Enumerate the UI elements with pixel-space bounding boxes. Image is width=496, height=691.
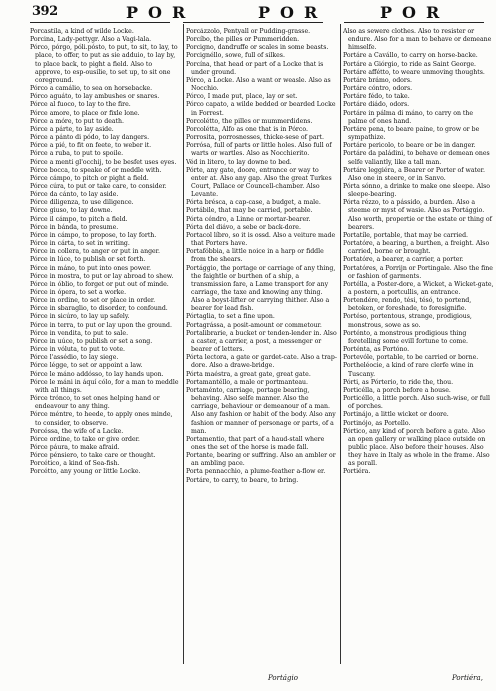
dictionary-entry: Pórta sónno, a drinke to make one sleepe. Also sleepe-bearing. xyxy=(343,182,491,199)
dictionary-entry: Véd in litero, to lay downe to bed. xyxy=(186,158,292,166)
dictionary-entry: Pórce in mostra, to put or lay abroad to shew. xyxy=(30,272,174,280)
dictionary-entry: Pórta lectora, a gate or gardet-cate. Also a trap-dore. Also a drawe-bridge. xyxy=(186,354,337,370)
running-head-center: POR xyxy=(258,3,328,22)
dictionary-entry: Portatóres, a Porrijn or Portingale. Also the fine or fashion of garments. xyxy=(343,264,493,280)
dictionary-entry: Portáre cóntro, odors. xyxy=(343,85,413,93)
dictionary-entry: Pórce in sbaraglio, to disorder, to confound. xyxy=(30,305,168,313)
catchword: Portiéra, xyxy=(452,674,483,682)
dictionary-entry: Pórce méntre, to heede, to apply ones minde, to consider, to observe. xyxy=(30,411,173,427)
dictionary-entry: Pórce da cánto, to lay aside. xyxy=(30,191,119,199)
page-header xyxy=(0,0,496,24)
column-divider xyxy=(183,24,184,664)
dictionary-entry: Portacol líbro, so it is ossd. Also a veiture made that Porters have. xyxy=(186,231,336,248)
dictionary-entry: Pórce amore, to place or fixle lone. xyxy=(30,109,140,117)
dictionary-entry: Also as sewere clothes. Also to resister or endure. Also for a man to behave or demeane himselfe. xyxy=(343,28,492,52)
dictionary-entry: Portéso, portentous, strange, prodigious, monstrous, sowe as so. xyxy=(343,313,472,329)
dictionary-entry: Pórco capato, a wilde bedded or bearded Locke in Forrest. xyxy=(186,101,336,117)
header-rule xyxy=(344,22,484,23)
dictionary-entry: Portagrássa, a posit-amount or commetour. xyxy=(186,321,322,329)
dictionary-entry: Pórce in terra, to put or lay upon the ground. xyxy=(30,321,172,329)
dictionary-entry: Pórta céndro, a Linne or mortar-bearer. xyxy=(186,215,311,223)
dictionary-entry: Pórce cámpo, to pitch or pight a field. xyxy=(30,174,149,182)
dictionary-entry: Portaménto, carriage, portage bearing, behaving. Also selfe manner. Also the carriage, behaviour or demeanour of a man. Also any fashion or habit of the body. Also any fashion or manner of personage or parts, of a man. xyxy=(186,386,336,435)
dictionary-entry: Porcolétta, Alfo as one that is in Pórco. xyxy=(186,125,308,133)
dictionary-entry: Pórce il cámpo, to pitch a field. xyxy=(30,215,128,223)
dictionary-entry: Porcína, that head or part of a Locke that is under ground. xyxy=(186,60,324,76)
dictionary-entry: Portáre pena, to beare paine, to grow or be sympathize. xyxy=(343,125,480,142)
dictionary-entry: Pórce ordine, to take or give order. xyxy=(30,435,140,443)
running-head-left: POR xyxy=(126,3,196,22)
dictionary-entry: Pórce in máno, to put into ones power. xyxy=(30,264,151,272)
dictionary-column-right xyxy=(343,28,494,668)
header-rule xyxy=(183,22,323,23)
dictionary-entry: Porcolétto, the pilles or mummerdidens. xyxy=(186,117,313,125)
dictionary-entry: Portheléocie, a kind of rare clerfe wine in Tuscany. xyxy=(343,362,474,378)
dictionary-entry: Pórtico, any kind of porch before a gate. Also an open gallery or walking place outside on public place. Also before their houses. Also they have in Italy as whole in the frame. Also as porall. xyxy=(343,427,490,468)
dictionary-entry: Portággio, the portage or carriage of any thing, the faightle or burthen of a ship, a transmission fare, a Lame transport for any carriage, the taxe and knowing any thing. Also a boyst-lifter or carrying thither. Also a bearer for lead fish. xyxy=(186,264,336,313)
dictionary-entry: Pórce in lúce, to publish or set forth. xyxy=(30,256,146,264)
dictionary-entry: Pórce giuso, to lay downe. xyxy=(30,207,113,215)
dictionary-entry: Pórce in cámpo, to propose, to lay forth. xyxy=(30,231,157,239)
dictionary-entry: Portatóre, a bearing, a burthen, a freight. Also carried, borne or brought. xyxy=(343,240,490,256)
dictionary-entry: Pórce bocca, to speake of or meddle with. xyxy=(30,166,162,174)
dictionary-entry: Pórco a camálio, to sea on horsebacke. xyxy=(30,85,153,93)
dictionary-entry: Pórce in cárta, to set in writing. xyxy=(30,240,130,248)
dictionary-entry: Pórce a móre, to put to death. xyxy=(30,117,124,125)
dictionary-entry: Porta pennacchio, a plume-feather a-flow er. xyxy=(186,468,326,476)
dictionary-entry: Portiéra. xyxy=(343,468,371,476)
dictionary-entry: Pórce a párte, to lay aside. xyxy=(30,125,114,133)
dictionary-entry: Portamentio, that part of a haud-stall where ones the set of the horse is made fall. xyxy=(186,435,325,451)
dictionary-entry: Porcina, Lady-pettygr. Also a Vagi-lala. xyxy=(30,36,152,44)
dictionary-entry: Porticélla, a porch before a house. xyxy=(343,386,451,394)
catchword: Portágio xyxy=(268,674,298,682)
dictionary-entry: Porcázzolo, Pentyall or Pudding-grasse. xyxy=(186,28,311,35)
dictionary-entry: Pórce a pié, to fit on feete, to weber it. xyxy=(30,142,152,150)
dictionary-entry: Portáre da paládini, to behave or demean ones selfe valiantly, like a tall man. xyxy=(343,150,490,166)
page-number: 392 xyxy=(32,4,58,19)
dictionary-entry: Pórce páura, to make afraid. xyxy=(30,443,120,451)
dictionary-entry: Pórce in ordine, to set or place in order. xyxy=(30,297,156,305)
column-divider xyxy=(340,24,341,664)
dictionary-entry: Pórce al fuoco, to lay to the fire. xyxy=(30,101,131,109)
dictionary-entry: Portáre, to carry, to beare, to bring. xyxy=(186,476,299,484)
dictionary-entry: Portinájo, a little wicket or doore. xyxy=(343,411,449,419)
dictionary-entry: Porcignéllo, sowe, full of silkes. xyxy=(186,52,285,60)
dictionary-entry: Pórce le máni in áquí cólo, for a man to meddle with all things. xyxy=(30,378,179,394)
dictionary-entry: Portendére, rendo, tési, tésó, to portend, betoken, or foreshade, to foresignifie. xyxy=(343,297,472,313)
dictionary-entry: Porcéssa, the wife of a Lacke. xyxy=(30,427,124,435)
dictionary-entry: Pórce in vóluta, to put to vote. xyxy=(30,346,126,354)
dictionary-entry: Pórce pénsiero, to take care or thought. xyxy=(30,452,156,460)
dictionary-entry: Portafóbbia, a little noice in a harp or fiddle from the shears. xyxy=(186,248,324,264)
dictionary-entry: Porténto, a monstrous prodigious thing foretelling some evill fortune to come. xyxy=(343,329,469,345)
dictionary-entry: Portinójo, as Portello. xyxy=(343,419,411,427)
dictionary-entry: Portáre affétto, to weare unmoving thoughts. xyxy=(343,68,485,76)
dictionary-entry: Portáre a Giórgio, to ride as Saint George. xyxy=(343,60,476,68)
dictionary-entry: Pórco aguáto, to lay ambushes or snares. xyxy=(30,93,160,101)
dictionary-entry: Pórta maéstra, a great gate, great gate. xyxy=(186,370,311,378)
dictionary-entry: Pórco, pórgo, póli.pósto, to put, to sit, to lay, to place, to offer, to put as sie adduio, to lay by, to place back, to pight a field. Also to approve, to esp-ousilie, to set up, to sit one coreground. xyxy=(30,44,178,84)
dictionary-entry: Portáre in pálma di máno, to carry on the palme of ones hand. xyxy=(343,109,474,125)
dictionary-entry: Portalibrarie, a bucket or tenden-lender in. Also a caster, a carrier, a post, a messenger or bearer of letters. xyxy=(186,329,337,354)
dictionary-entry: Portante, bearing or suffring. Also an ambler or an ambling pace. xyxy=(186,452,336,468)
dictionary-entry: Porcétto, any young or little Locke. xyxy=(30,468,141,476)
header-rule xyxy=(30,22,170,23)
dictionary-entry: Pórta del diávo, a sebe or back-dore. xyxy=(186,223,301,231)
dictionary-entry: Porrósa, full of parts or little holes. Also full of warts or wartles. Also as Nocchierito. xyxy=(186,142,332,158)
dictionary-entry: Portáre fédo, to take. xyxy=(343,93,410,101)
dictionary-column-center xyxy=(186,28,337,668)
dictionary-entry: Pórce in sicúro, to lay up safely. xyxy=(30,313,130,321)
dictionary-entry: Pórce in uúce, to publish or set a song. xyxy=(30,337,153,345)
dictionary-entry: Pórce diligenza, to use diligence. xyxy=(30,199,134,207)
dictionary-entry: Porténta, as Portóno. xyxy=(343,346,410,354)
dictionary-entry: Porcíbo, the pilles or Pummeridden. xyxy=(186,36,300,44)
dictionary-entry: Pórco, I made put, place, lay or set. xyxy=(186,93,298,101)
dictionary-entry: Pórce a pánto di pódo, to lay dangers. xyxy=(30,134,150,142)
dictionary-entry: Pórtaglia, to set a fine upon. xyxy=(186,313,275,321)
dictionary-column-left xyxy=(30,28,180,668)
dictionary-entry: Portatóre, a bearer, a carrier, a porter. xyxy=(343,256,464,264)
dictionary-entry: Porcigno, dandruffe or scales in some beasts. xyxy=(186,44,329,52)
dictionary-entry: Portáre diádo, odors. xyxy=(343,101,410,109)
dictionary-entry: Pórti, as Pórterio, to ride the, thou. xyxy=(343,378,454,386)
dictionary-entry: Portáre leggiéra, a Bearer or Porter of water. Also one in steere, or in Sanvo. xyxy=(343,166,485,182)
dictionary-entry: Pórce le máno addósso, to lay hands upon. xyxy=(30,370,164,378)
dictionary-entry: Porrosita, porrosnesses, thicke-sese of part. xyxy=(186,134,324,142)
dictionary-entry: Porticéllo, a little porch. Also such-wise, or full of porches. xyxy=(343,395,490,411)
dictionary-entry: Pórco, a Locke. Also a want or weasle. Also as Nocchio. xyxy=(186,76,331,93)
dictionary-entry: Pórce a ruba, to put to spoile. xyxy=(30,150,124,158)
dictionary-entry: Pórce l'assédio, to lay siege. xyxy=(30,354,119,362)
dictionary-entry: Pórta rézzo, to a pássido, a burden. Also a steeme or myst of wasie. Also as Portággio. Also worth, propertie or the estate or thing of bearers. xyxy=(343,199,492,231)
dictionary-entry: Pórce cúra, to put or take care, to consider. xyxy=(30,182,167,190)
dictionary-entry: Pórce in óblio, to forget or put out of minde. xyxy=(30,280,169,288)
dictionary-entry: Portáre pericolo, to beare or be in danger. xyxy=(343,142,476,150)
dictionary-entry: Portáre a Cavállo, to carry on horse-backe. xyxy=(343,52,478,60)
dictionary-entry: Pórce in collera, to anger or put in anger. xyxy=(30,248,160,256)
dictionary-entry: Pórce légge, to set or appoint a law. xyxy=(30,362,143,370)
dictionary-entry: Portábile, that may be carried, portable. xyxy=(186,207,313,215)
dictionary-entry: Pórce in bánda, to presume. xyxy=(30,223,119,231)
dictionary-entry: Pórta brésca, a cap-case, a budget, a male. xyxy=(186,199,321,207)
dictionary-entry: Portevóle, portable, to be carried or borne. xyxy=(343,354,479,362)
dictionary-entry: Pórce in vendita, to put to sale. xyxy=(30,329,129,337)
dictionary-entry: Pórce in ópera, to set a worke. xyxy=(30,289,127,296)
dictionary-entry: Pórte, any gate, doore, entrance or way to enter at. Also any gap. Also the great Turkes Court, Pallace or Councell-chamber. Also Levante. xyxy=(186,166,332,199)
running-head-right: POR xyxy=(380,3,450,22)
dictionary-entry: Porcético, a kind of Sea-fish. xyxy=(30,460,120,468)
dictionary-entry: Porcastila, a kind of wilde Locke. xyxy=(30,28,134,35)
dictionary-entry: Pórce a menti gl'occhij, to be besfet uses eyes. xyxy=(30,158,177,166)
dictionary-entry: Pórce trónco, to set ones helping hand or endeavour to any thing. xyxy=(30,395,160,411)
dictionary-entry: Portamantéllo, a male or portmanteau. xyxy=(186,378,309,386)
dictionary-entry: Portatíle, portable, that may be carried. xyxy=(343,231,469,239)
dictionary-entry: Portélla, a Poster-dore, a Wicket, a Wicket-gate, a postern, a portcullis, an entrance. xyxy=(343,280,494,296)
dictionary-entry: Portáre brámo, odors. xyxy=(343,76,413,84)
